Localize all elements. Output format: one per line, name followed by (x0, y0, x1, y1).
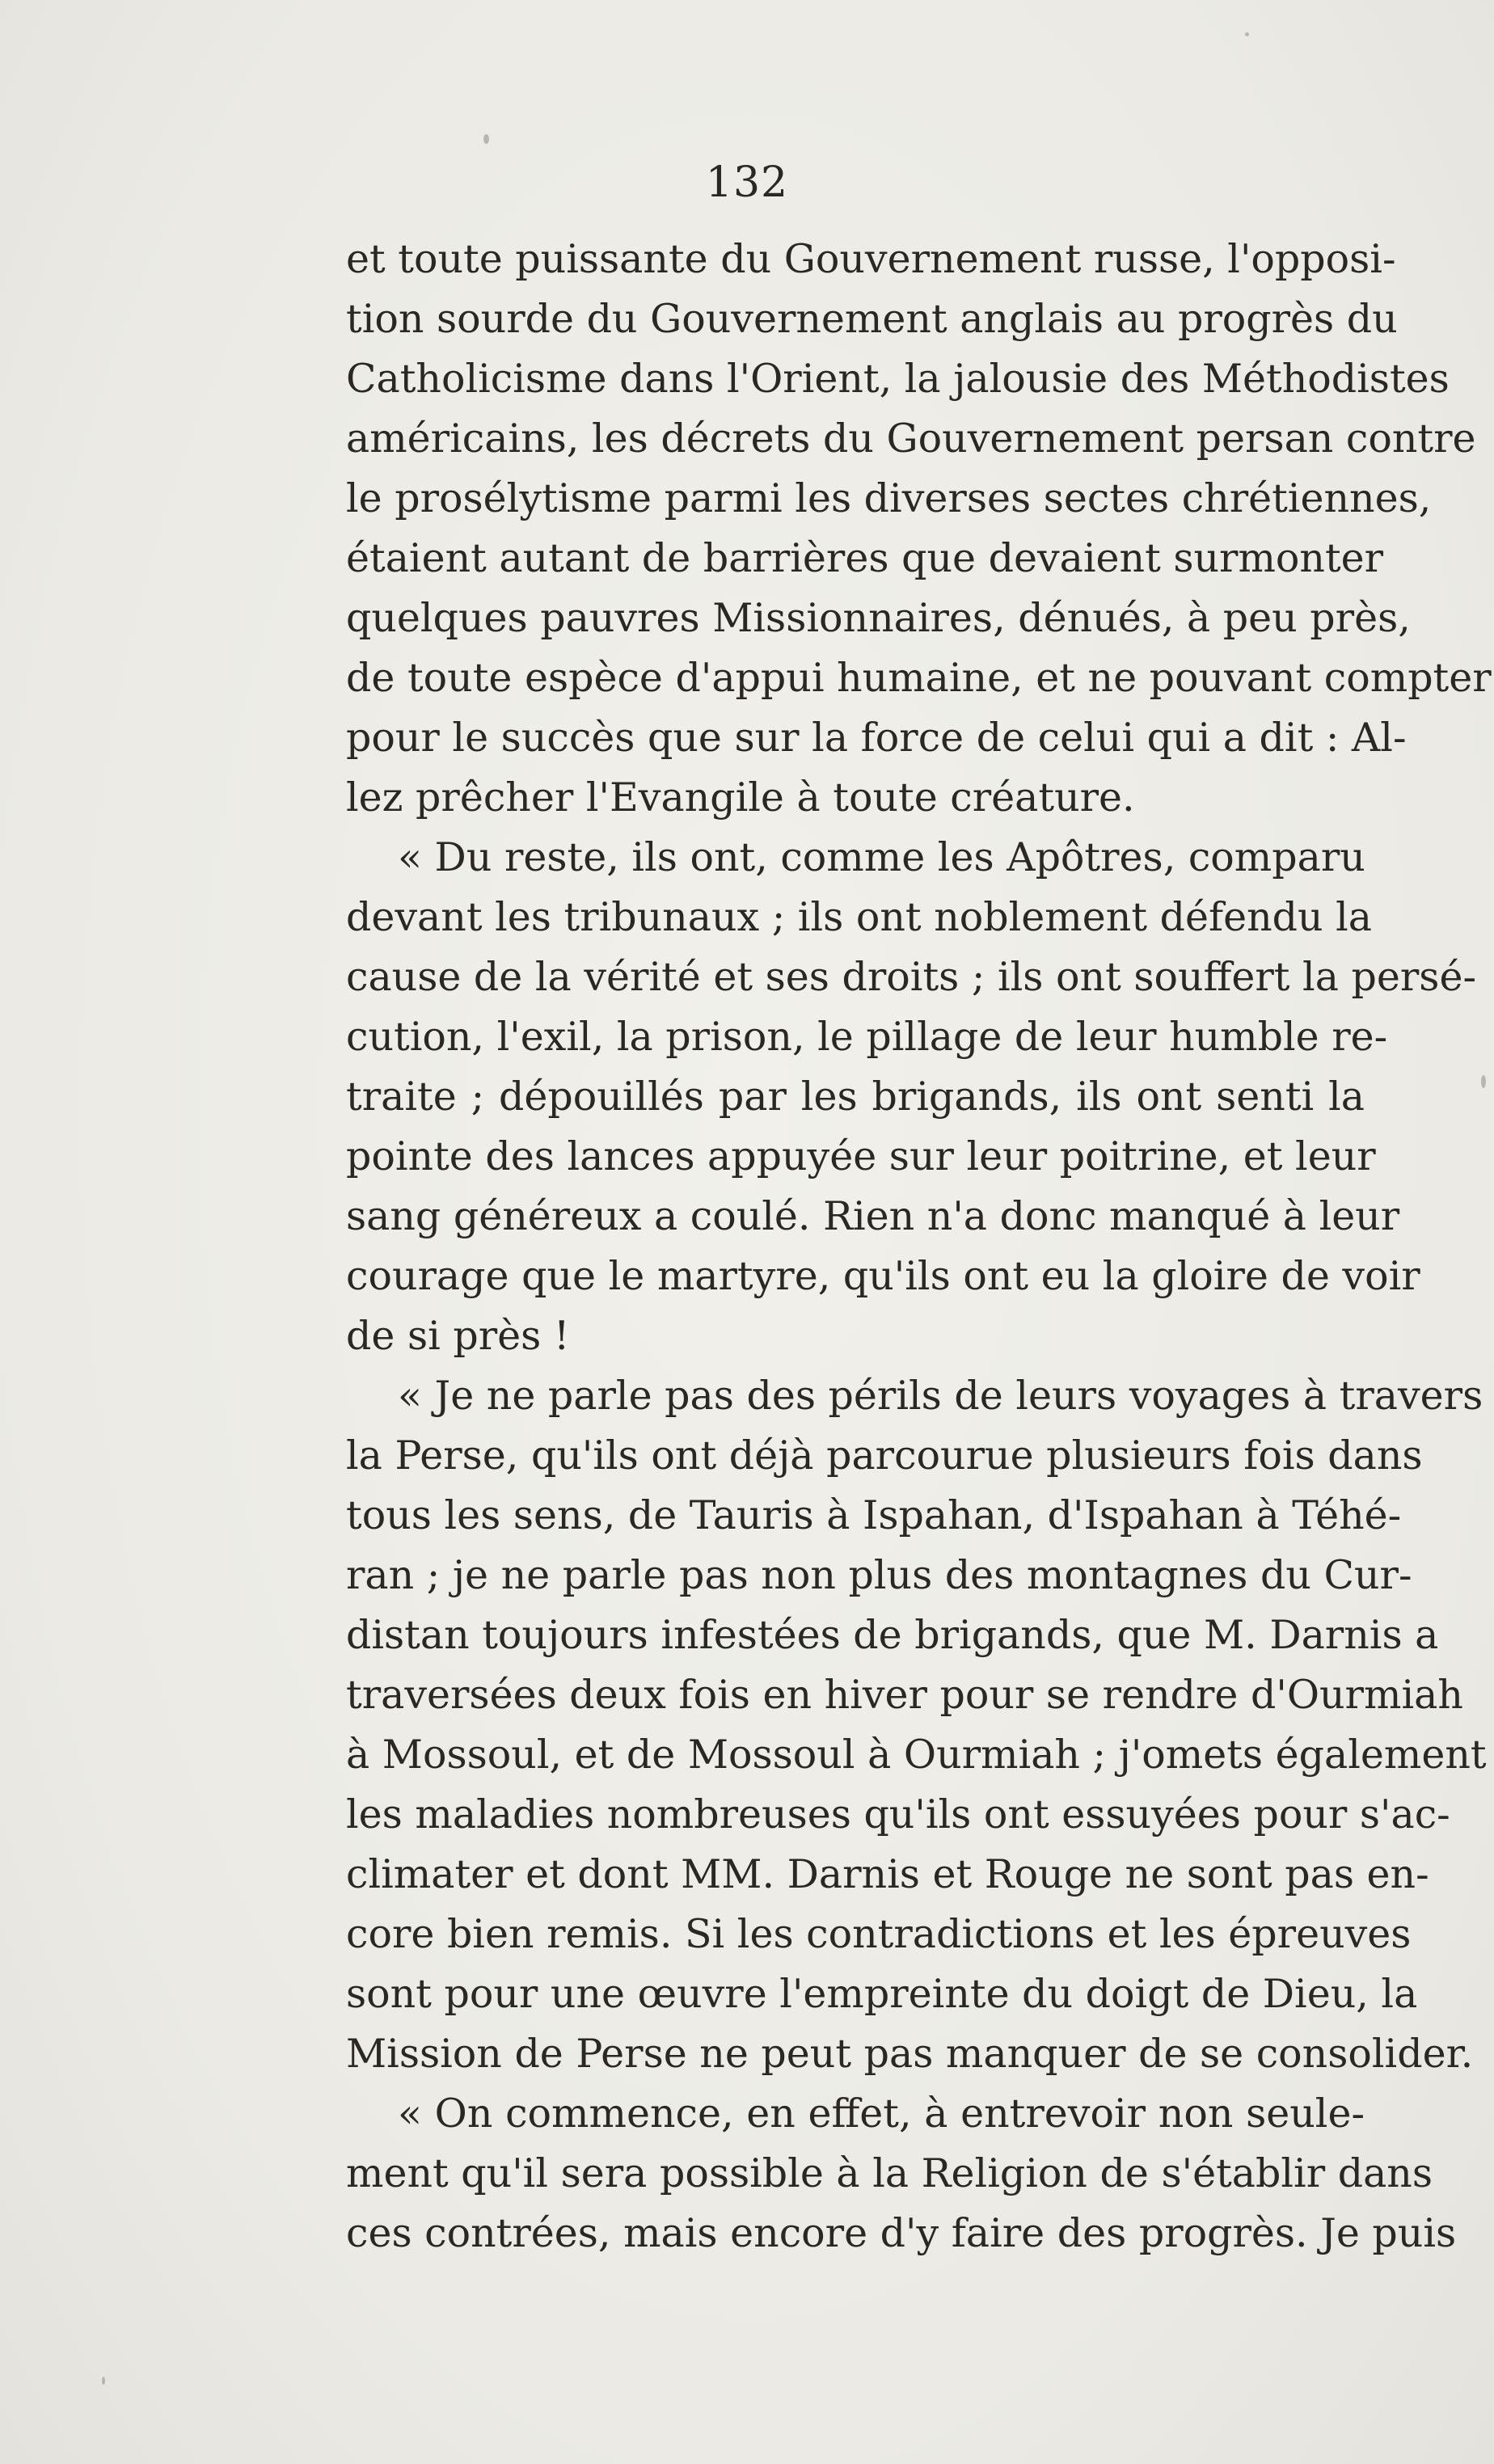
body-text (346, 230, 1492, 2264)
text-line: et toute puissante du Gouvernement russe, l'opposi- (346, 236, 1396, 282)
paper-speck (483, 134, 489, 144)
text-line: américains, les décrets du Gouvernement persan contre (346, 416, 1476, 462)
text-line: sont pour une œuvre l'empreinte du doigt de Dieu, la (346, 1971, 1418, 2017)
text-line: ran ; je ne parle pas non plus des montagnes du Cur- (346, 1552, 1412, 1598)
text-line: Catholicisme dans l'Orient, la jalousie des Méthodistes (346, 356, 1450, 402)
text-line: tous les sens, de Tauris à Ispahan, d'Ispahan à Téhé- (346, 1492, 1402, 1538)
text-line: à Mossoul, et de Mossoul à Ourmiah ; j'omets également (346, 1732, 1487, 1778)
text-line: quelques pauvres Missionnaires, dénués, à peu près, (346, 595, 1411, 641)
text-line: la Perse, qu'ils ont déjà parcourue plusieurs fois dans (346, 1432, 1423, 1479)
text-line: de si près ! (346, 1313, 570, 1359)
text-line: Mission de Perse ne peut pas manquer de se consolider. (346, 2031, 1474, 2077)
text-line: « Je ne parle pas des périls de leurs voyages à travers (398, 1373, 1483, 1419)
text-line: courage que le martyre, qu'ils ont eu la gloire de voir (346, 1253, 1420, 1299)
text-line: devant les tribunaux ; ils ont noblement défendu la (346, 894, 1373, 940)
text-line: distan toujours infestées de brigands, que M. Darnis a (346, 1612, 1439, 1658)
text-line: cution, l'exil, la prison, le pillage de leur humble re- (346, 1014, 1388, 1060)
paper-speck (1245, 32, 1249, 36)
text-line: pour le succès que sur la force de celui qui a dit : Al- (346, 715, 1407, 761)
text-line: traite ; dépouillés par les brigands, ils ont senti la (346, 1074, 1365, 1120)
text-line: « Du reste, ils ont, comme les Apôtres, comparu (398, 834, 1365, 880)
text-line: le prosélytisme parmi les diverses sectes chrétiennes, (346, 475, 1432, 521)
text-line: de toute espèce d'appui humaine, et ne pouvant compter (346, 655, 1492, 701)
text-line: pointe des lances appuyée sur leur poitrine, et leur (346, 1133, 1376, 1179)
text-line: tion sourde du Gouvernement anglais au progrès du (346, 296, 1398, 342)
text-line: traversées deux fois en hiver pour se rendre d'Ourmiah (346, 1672, 1463, 1718)
text-line: « On commence, en effet, à entrevoir non seule- (398, 2091, 1365, 2137)
paper-speck (102, 2377, 105, 2385)
text-line: étaient autant de barrières que devaient surmonter (346, 535, 1384, 581)
paper-speck (1481, 1075, 1486, 1088)
text-line: sang généreux a coulé. Rien n'a donc manqué à leur (346, 1193, 1400, 1239)
text-line: les maladies nombreuses qu'ils ont essuyées pour s'ac- (346, 1791, 1450, 1837)
text-line: core bien remis. Si les contradictions et les épreuves (346, 1911, 1412, 1957)
text-line: lez prêcher l'Evangile à toute créature. (346, 774, 1135, 821)
text-line: ces contrées, mais encore d'y faire des progrès. Je puis (346, 2210, 1457, 2256)
text-line: ment qu'il sera possible à la Religion de s'établir dans (346, 2150, 1433, 2196)
text-line: climater et dont MM. Darnis et Rouge ne sont pas en- (346, 1851, 1429, 1897)
text-line: cause de la vérité et ses droits ; ils ont souffert la persé- (346, 954, 1477, 1000)
page-number: 132 (705, 158, 789, 207)
